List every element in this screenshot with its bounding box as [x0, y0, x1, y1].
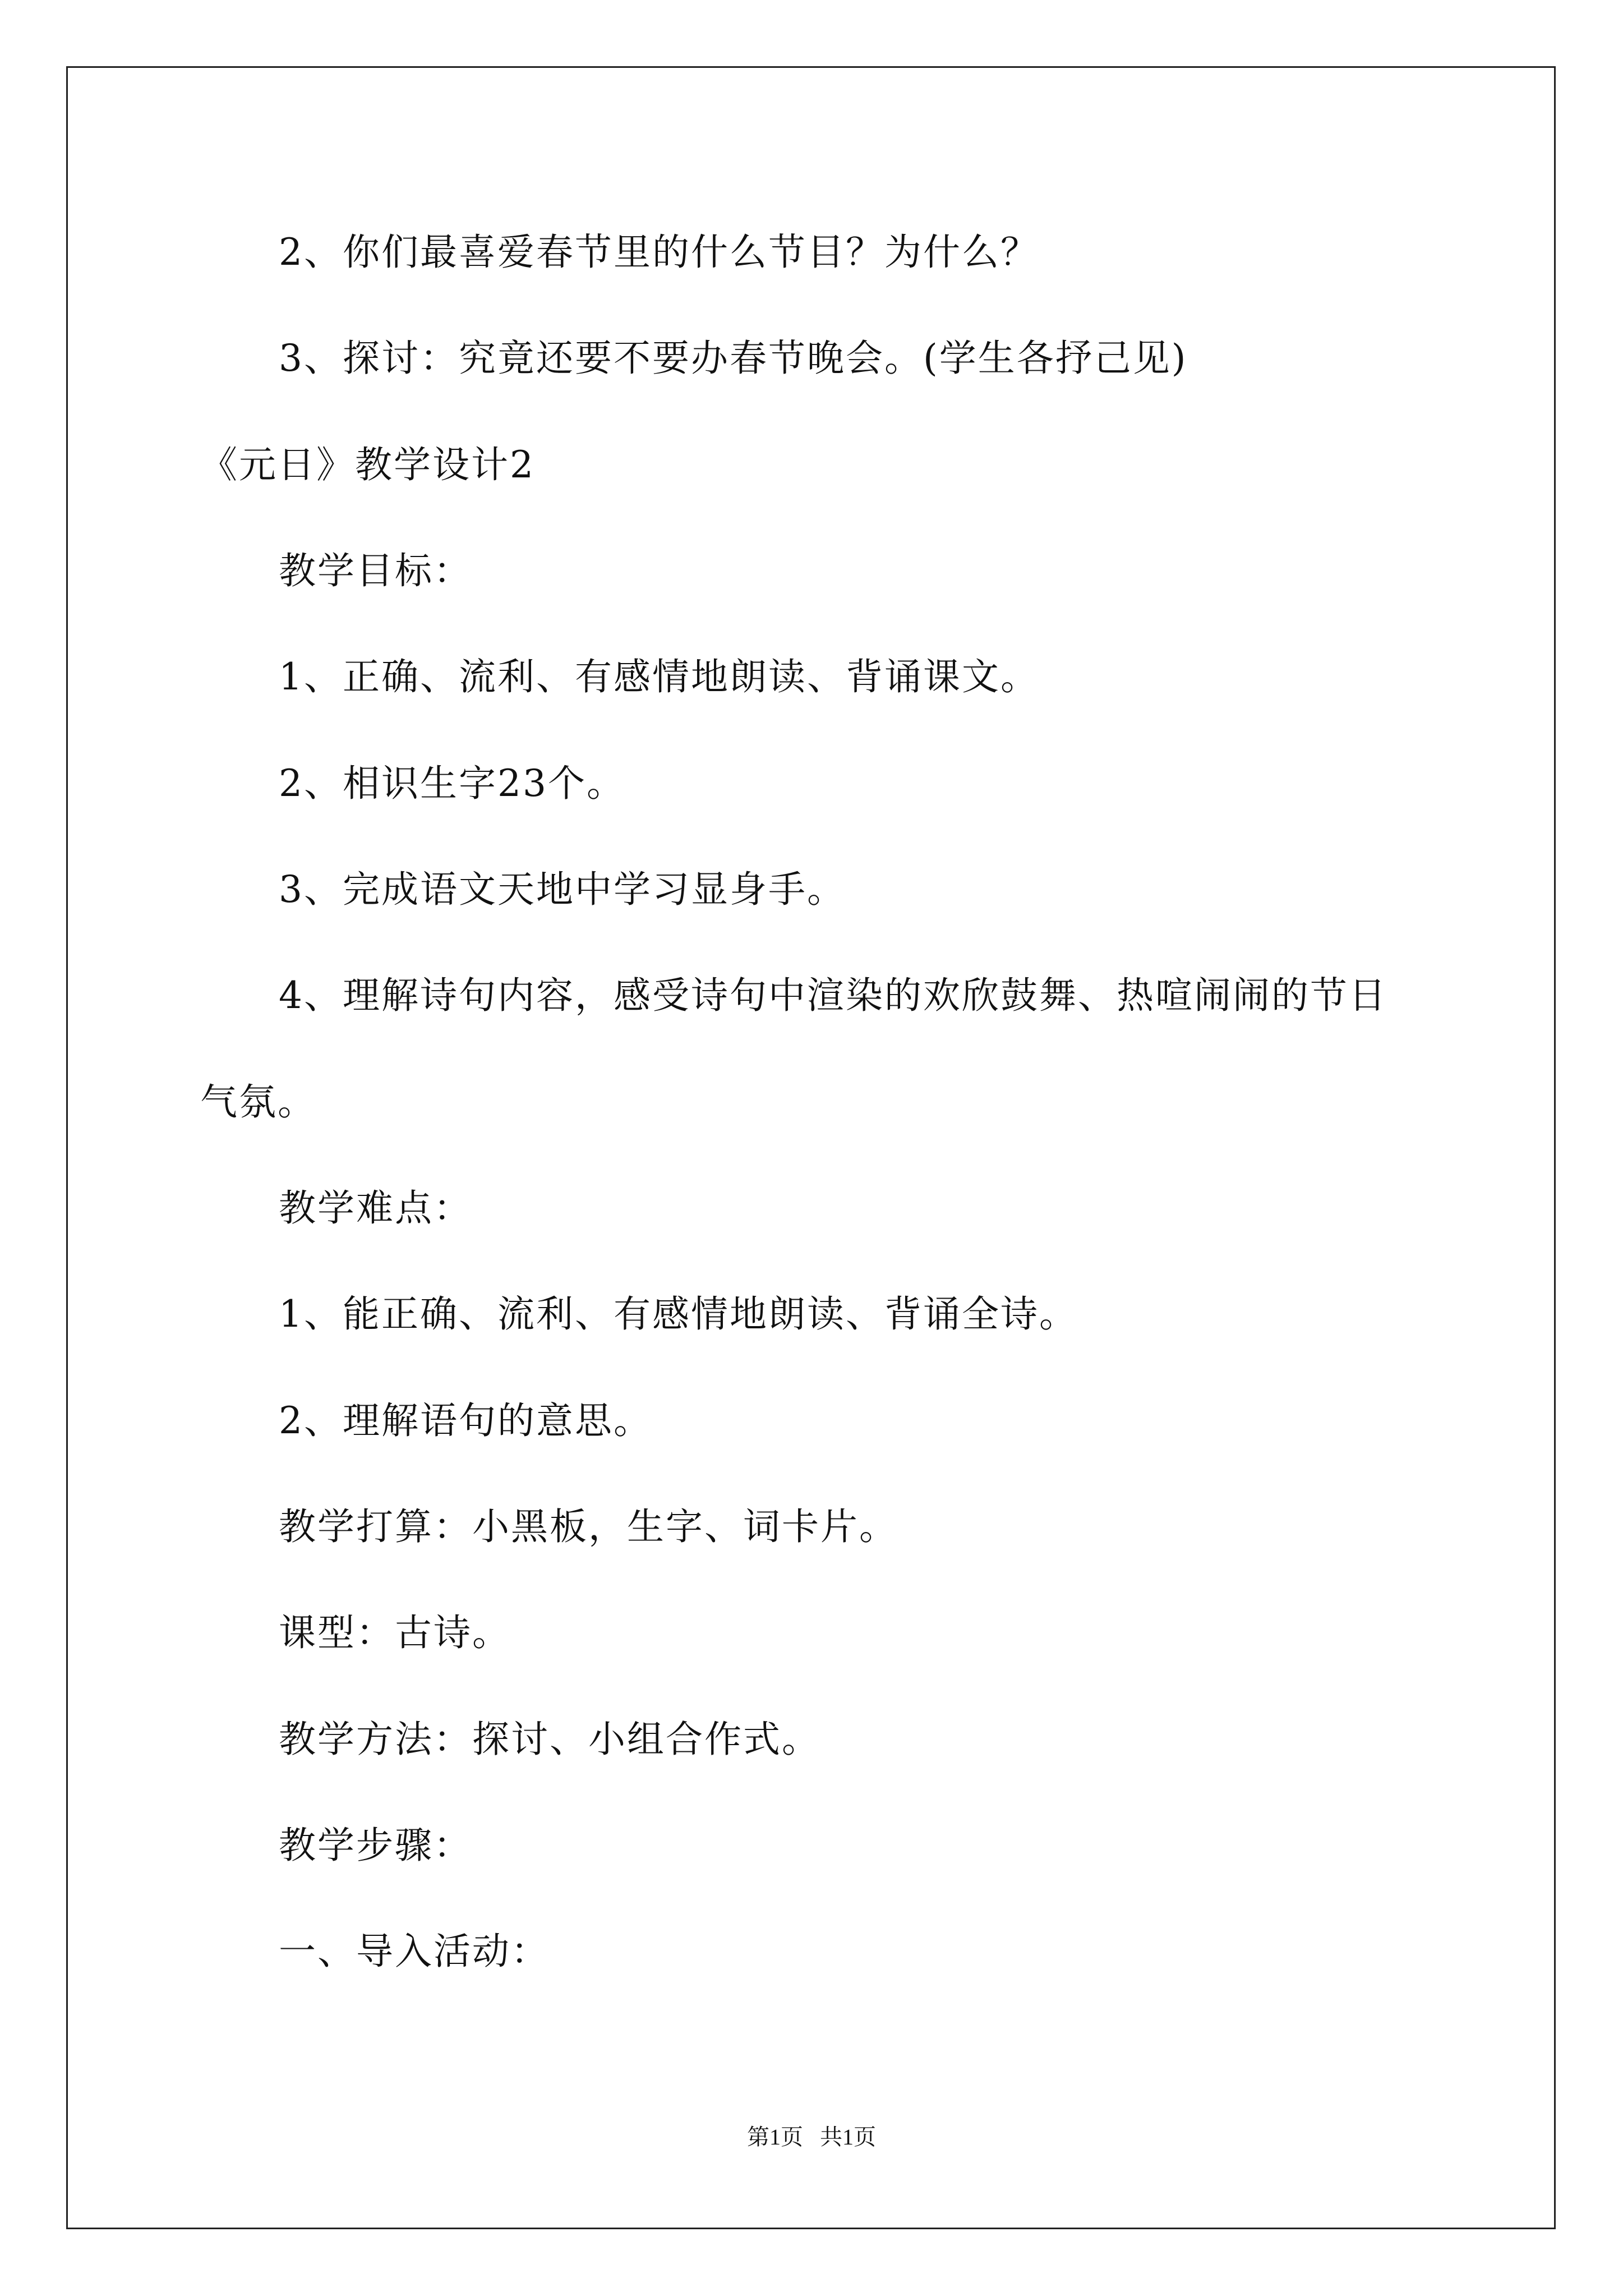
step-1-intro-activity: 一、导入活动：: [279, 1930, 550, 1973]
lesson-type: 课型：古诗。: [279, 1611, 511, 1654]
goal-item-4: 4、理解诗句内容，感受诗句中渲染的欢欣鼓舞、热喧闹闹的节日: [279, 974, 1387, 1017]
difficulty-item-1: 1、能正确、流利、有感情地朗读、背诵全诗。: [279, 1292, 1078, 1336]
goal-item-4-continued: 气氛。: [200, 1080, 316, 1124]
teaching-method: 教学方法：探讨、小组合作式。: [279, 1718, 820, 1761]
goal-item-1: 1、正确、流利、有感情地朗读、背诵课文。: [279, 655, 1039, 698]
teaching-preparation: 教学打算：小黑板，生字、词卡片。: [279, 1505, 898, 1548]
goal-item-3: 3、完成语文天地中学习显身手。: [279, 868, 846, 911]
paragraph-question-favorite-program: 2、你们最喜爱春节里的什么节目？为什么？: [279, 231, 1039, 274]
heading-teaching-goals: 教学目标：: [279, 549, 472, 592]
goal-item-2: 2、相识生字23个。: [279, 762, 625, 805]
section-heading-lesson-design-2: 《元日》教学设计2: [200, 443, 535, 486]
heading-teaching-steps: 教学步骤：: [279, 1824, 472, 1867]
paragraph-discussion-gala: 3、探讨：究竟还要不要办春节晚会。(学生各抒己见): [279, 337, 1188, 380]
heading-teaching-difficulties: 教学难点：: [279, 1186, 472, 1230]
page-footer: 第1页 共1页: [747, 2124, 876, 2150]
difficulty-item-2: 2、理解语句的意思。: [279, 1399, 652, 1442]
